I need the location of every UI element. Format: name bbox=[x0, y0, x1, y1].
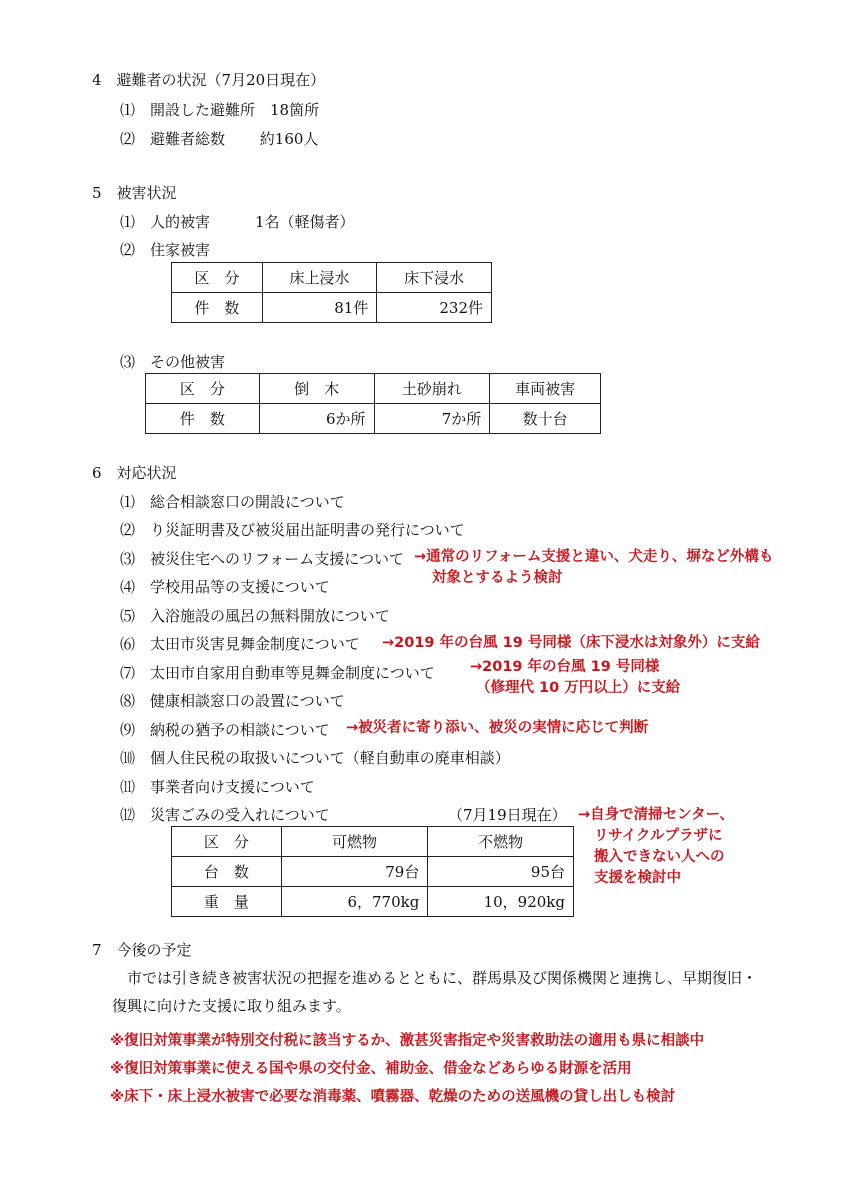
section-6-item-8: ⑻ 健康相談窓口の設置について bbox=[120, 692, 345, 710]
table-cell: 7か所 bbox=[374, 404, 490, 434]
table-cell: 95台 bbox=[428, 857, 574, 887]
waste-date-note: （7月19日現在） bbox=[448, 806, 567, 824]
table-cell: 79台 bbox=[281, 857, 428, 887]
section-7-body-line-1: 市では引き続き被害状況の把握を進めるとともに、群馬県及び関係機関と連携し、早期復旧・ bbox=[112, 969, 758, 987]
section-6-heading: 6 対応状況 bbox=[92, 464, 177, 482]
table-header-cell: 区 分 bbox=[172, 263, 263, 293]
section-6-item-1: ⑴ 総合相談窓口の開設について bbox=[120, 493, 345, 511]
table-header-cell: 可燃物 bbox=[281, 827, 428, 857]
section-6-item-12: ⑿ 災害ごみの受入れについて bbox=[120, 806, 330, 824]
section-6-item-2: ⑵ り災証明書及び被災届出証明書の発行について bbox=[120, 521, 465, 539]
table-row bbox=[146, 404, 601, 434]
table-cell: 重 量 bbox=[172, 887, 282, 917]
table-cell: 81件 bbox=[262, 293, 377, 323]
vehicle-relief-note-line-2: （修理代 10 万円以上）に支給 bbox=[476, 680, 681, 696]
table-header-cell: 車両被害 bbox=[490, 374, 601, 404]
section-5-item-3: ⑶ その他被害 bbox=[120, 353, 226, 371]
section-7-body-line-2: 復興に向けた支援に取り組みます。 bbox=[112, 997, 351, 1015]
table-header-cell: 倒 木 bbox=[259, 374, 374, 404]
other-damage-table bbox=[145, 373, 601, 434]
table-row bbox=[172, 827, 574, 857]
reform-support-note-line-2: 対象とするよう検討 bbox=[432, 570, 563, 586]
table-header-cell: 不燃物 bbox=[428, 827, 574, 857]
section-7-heading: 7 今後の予定 bbox=[92, 941, 192, 959]
section-6-item-10: ⑽ 個人住民税の取扱いについて（軽自動車の廃車相談） bbox=[120, 749, 510, 767]
table-header-cell: 床下浸水 bbox=[377, 263, 492, 293]
table-cell: 台 数 bbox=[172, 857, 282, 887]
table-row bbox=[172, 293, 492, 323]
table-row bbox=[172, 887, 574, 917]
table-cell: 件 数 bbox=[172, 293, 263, 323]
reform-support-note-line-1: →通常のリフォーム支援と違い、犬走り、塀など外構も bbox=[414, 549, 774, 565]
housing-damage-table bbox=[171, 262, 492, 323]
table-cell: 数十台 bbox=[490, 404, 601, 434]
section-4-heading: 4 避難者の状況（7月20日現在） bbox=[92, 71, 326, 89]
table-row bbox=[172, 263, 492, 293]
tax-deferral-note: →被災者に寄り添い、被災の実情に応じて判断 bbox=[346, 720, 649, 736]
section-5-item-2: ⑵ 住家被害 bbox=[120, 241, 211, 259]
future-plan-note-1: ※復旧対策事業が特別交付税に該当するか、激甚災害指定や災害救助法の適用も県に相談中 bbox=[110, 1033, 705, 1049]
waste-support-note-line-4: 支援を検討中 bbox=[594, 870, 681, 886]
future-plan-note-3: ※床下・床上浸水被害で必要な消毒薬、噴霧器、乾燥のための送風機の貸し出しも検討 bbox=[110, 1089, 676, 1105]
section-5-item-1: ⑴ 人的被害 1名（軽傷者） bbox=[120, 213, 355, 231]
section-5-heading: 5 被害状況 bbox=[92, 184, 177, 202]
table-header-cell: 区 分 bbox=[146, 374, 260, 404]
table-cell: 6か所 bbox=[259, 404, 374, 434]
disaster-relief-note: →2019 年の台風 19 号同様（床下浸水は対象外）に支給 bbox=[382, 635, 760, 651]
table-row bbox=[172, 857, 574, 887]
section-6-item-6: ⑹ 太田市災害見舞金制度について bbox=[120, 635, 360, 653]
section-6-item-3: ⑶ 被災住宅へのリフォーム支援について bbox=[120, 550, 404, 568]
waste-support-note-line-1: →自身で清掃センター、 bbox=[578, 807, 734, 823]
table-header-cell: 床上浸水 bbox=[262, 263, 377, 293]
table-header-cell: 土砂崩れ bbox=[374, 374, 490, 404]
future-plan-note-2: ※復旧対策事業に使える国や県の交付金、補助金、借金などあらゆる財源を活用 bbox=[110, 1061, 632, 1077]
section-6-item-7: ⑺ 太田市自家用自動車等見舞金制度について bbox=[120, 664, 435, 682]
table-cell: 件 数 bbox=[146, 404, 260, 434]
table-cell: 232件 bbox=[377, 293, 492, 323]
section-6-item-9: ⑼ 納税の猶予の相談について bbox=[120, 721, 330, 739]
section-6-item-11: ⑾ 事業者向け支援について bbox=[120, 778, 315, 796]
section-4-item-2: ⑵ 避難者総数 約160人 bbox=[120, 130, 319, 148]
section-6-item-5: ⑸ 入浴施設の風呂の無料開放について bbox=[120, 607, 390, 625]
table-cell: 10，920kg bbox=[428, 887, 574, 917]
vehicle-relief-note-line-1: →2019 年の台風 19 号同様 bbox=[470, 659, 660, 675]
table-cell: 6，770kg bbox=[281, 887, 428, 917]
waste-support-note-line-3: 搬入できない人への bbox=[594, 849, 725, 865]
table-header-cell: 区 分 bbox=[172, 827, 282, 857]
section-4-item-1: ⑴ 開設した避難所 18箇所 bbox=[120, 101, 320, 119]
waste-support-note-line-2: リサイクルプラザに bbox=[594, 828, 723, 844]
table-row bbox=[146, 374, 601, 404]
section-6-item-4: ⑷ 学校用品等の支援について bbox=[120, 578, 330, 596]
waste-acceptance-table bbox=[171, 826, 574, 917]
